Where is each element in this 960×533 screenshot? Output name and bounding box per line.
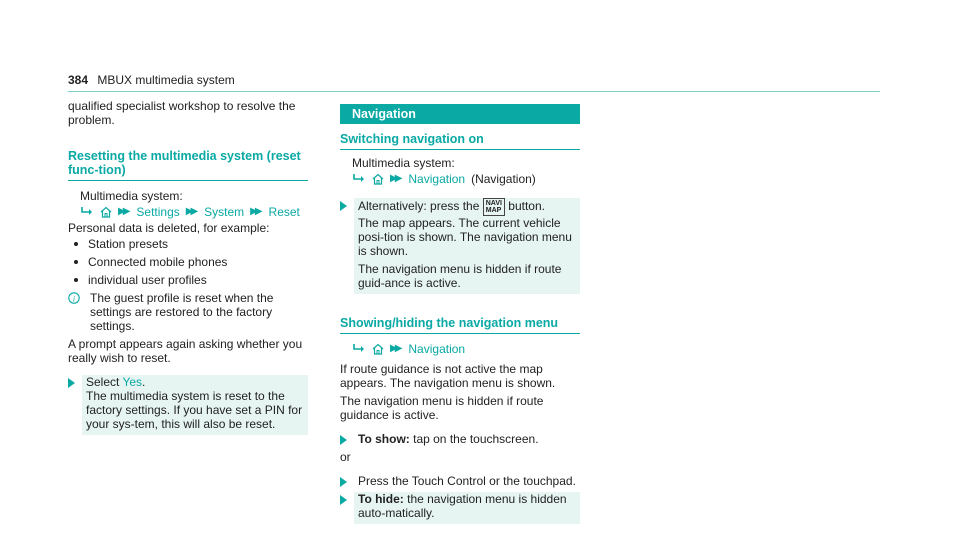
home-icon bbox=[372, 173, 384, 185]
step-select-yes bbox=[68, 375, 308, 435]
step-arrow-icon bbox=[340, 432, 346, 446]
path-suffix: (Navigation) bbox=[471, 172, 536, 186]
yes-option[interactable]: Yes bbox=[122, 375, 143, 389]
menu-path-2 bbox=[340, 342, 580, 356]
step-to-show bbox=[340, 432, 580, 446]
page-number: 384 bbox=[68, 73, 89, 87]
path-arrow-icon bbox=[80, 206, 94, 218]
press-text: Press the Touch Control or the touchpad. bbox=[358, 474, 576, 488]
alt-detail-2: The navigation menu is hidden if route guid-ance is active. bbox=[358, 262, 562, 290]
path-settings[interactable]: Settings bbox=[136, 205, 180, 219]
middle-column bbox=[340, 104, 580, 524]
svg-text:i: i bbox=[72, 294, 76, 304]
list-item-text: Connected mobile phones bbox=[88, 255, 228, 269]
to-show-text: tap on the touchscreen. bbox=[409, 432, 539, 446]
bullet-icon bbox=[74, 278, 78, 282]
left-column bbox=[68, 99, 308, 435]
chevron-right-icon: ▶▶ bbox=[185, 206, 196, 217]
path-arrow-icon bbox=[352, 173, 366, 185]
path-reset[interactable]: Reset bbox=[268, 205, 300, 219]
reset-heading: Resetting the multimedia system (reset func-tion) bbox=[68, 149, 308, 181]
path-prefix: Multimedia system: bbox=[352, 156, 455, 170]
path-arrow-icon bbox=[352, 343, 366, 355]
bullet-icon bbox=[74, 260, 78, 264]
step-arrow-icon bbox=[340, 492, 346, 524]
intro-text: qualified specialist workshop to resolve the problem. bbox=[68, 99, 296, 127]
info-icon bbox=[68, 292, 80, 304]
step-press bbox=[340, 474, 580, 488]
chevron-right-icon: ▶▶ bbox=[390, 173, 400, 184]
navi-map-button-icon: NAVI MAP bbox=[483, 198, 505, 216]
page-header-title: MBUX multimedia system bbox=[97, 73, 235, 87]
or-text: or bbox=[340, 450, 351, 464]
list-item bbox=[68, 255, 308, 269]
bullet-icon bbox=[74, 242, 78, 246]
home-icon bbox=[372, 343, 384, 355]
show-hide-text-2: The navigation menu is hidden if route guidance is active. bbox=[340, 394, 544, 422]
select-prefix: Select bbox=[86, 375, 123, 389]
show-hide-heading: Showing/hiding the navigation menu bbox=[340, 316, 580, 334]
note-text: The guest profile is reset when the settings are restored to the factory settings. bbox=[90, 291, 274, 333]
menu-path bbox=[80, 205, 308, 219]
switch-heading: Switching navigation on bbox=[340, 132, 580, 150]
bullet-list bbox=[68, 237, 308, 287]
path-navigation-2[interactable]: Navigation bbox=[408, 342, 466, 356]
list-item-text: Station presets bbox=[88, 237, 169, 251]
chevron-right-icon: ▶▶ bbox=[250, 206, 260, 217]
select-suffix: . bbox=[142, 375, 146, 389]
chevron-right-icon: ▶▶ bbox=[390, 343, 400, 354]
to-hide-label: To hide: bbox=[358, 492, 404, 506]
show-hide-text-1: If route guidance is not active the map appears. The navigation menu is shown. bbox=[340, 362, 556, 390]
list-item-text: individual user profiles bbox=[88, 273, 207, 287]
page-header bbox=[68, 73, 880, 92]
step-alternative bbox=[340, 198, 580, 294]
section-title: Navigation bbox=[340, 104, 580, 124]
alt-detail: The map appears. The current vehicle posi-tion is shown. The navigation menu is shown. bbox=[358, 216, 572, 258]
list-item bbox=[68, 237, 308, 251]
path-prefix: Multimedia system: bbox=[80, 189, 183, 203]
prompt-text: A prompt appears again asking whether you really wish to reset. bbox=[68, 337, 303, 365]
list-item bbox=[68, 273, 308, 287]
path-navigation[interactable]: Navigation bbox=[408, 172, 466, 186]
chevron-right-icon: ▶▶ bbox=[118, 206, 128, 217]
note bbox=[68, 291, 308, 333]
menu-path bbox=[352, 172, 580, 186]
step-to-hide bbox=[340, 492, 580, 524]
home-icon bbox=[100, 206, 112, 218]
step-arrow-icon bbox=[340, 474, 346, 488]
deleted-text: Personal data is deleted, for example: bbox=[68, 221, 270, 235]
to-show-label: To show: bbox=[358, 432, 410, 446]
select-detail: The multimedia system is reset to the factory settings. If you have set a PIN for your sys-tem, this will also be reset. bbox=[86, 389, 303, 431]
step-arrow-icon bbox=[340, 198, 346, 294]
to-hide-text: the navigation menu is hidden auto-matically. bbox=[358, 492, 567, 520]
alt-suffix: button. bbox=[504, 199, 545, 214]
step-arrow-icon bbox=[68, 375, 74, 435]
path-system[interactable]: System bbox=[204, 205, 245, 219]
alt-prefix: Alternatively: press the bbox=[358, 199, 483, 214]
